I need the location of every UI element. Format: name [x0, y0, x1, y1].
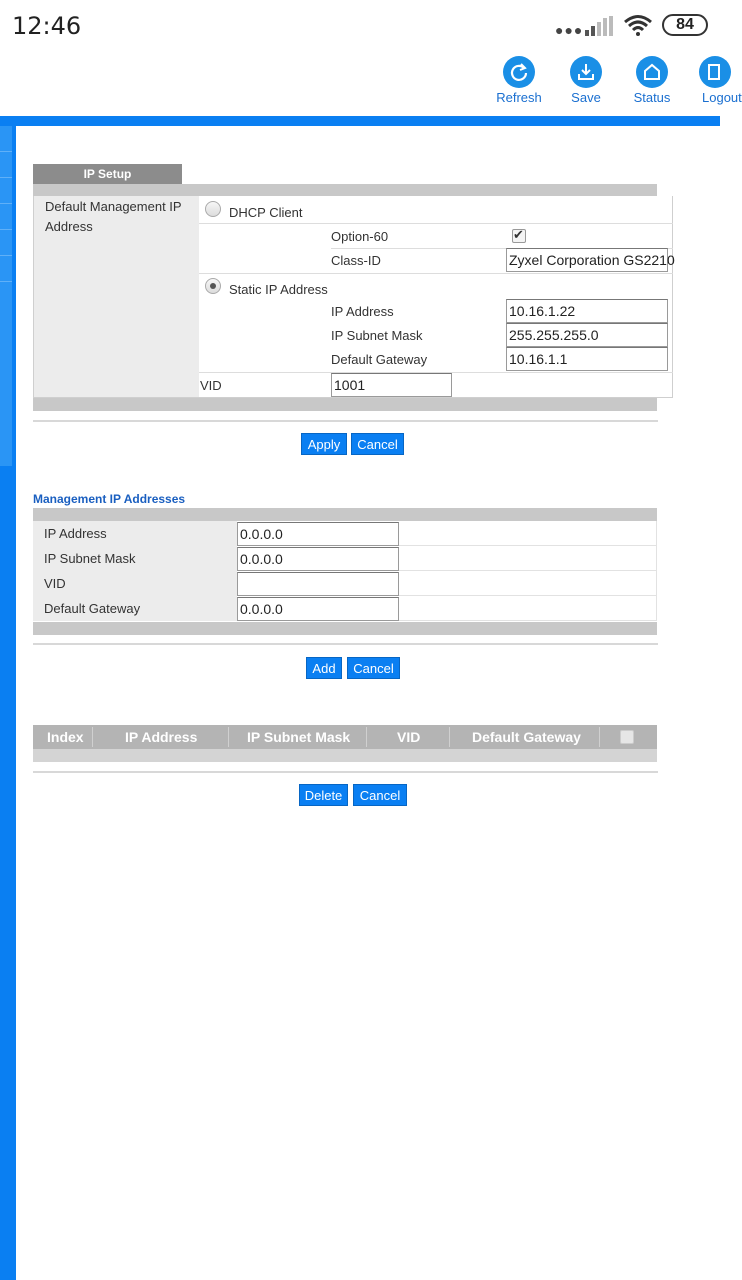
- refresh-button[interactable]: [484, 56, 554, 105]
- col-divider: [599, 727, 600, 747]
- mgmt-row-vid: [33, 571, 657, 596]
- mgmt-row-gateway: [33, 596, 657, 621]
- status-time: 12:46: [12, 12, 82, 40]
- separator: [33, 643, 658, 645]
- col-vid: VID: [397, 729, 421, 745]
- col-divider: [92, 727, 93, 747]
- ip-address-input[interactable]: 10.16.1.22: [506, 299, 668, 323]
- separator: [33, 771, 658, 773]
- more-dots-icon: ●●●: [555, 22, 584, 38]
- mgmt-ip-form: [33, 521, 657, 621]
- refresh-label: Refresh: [496, 90, 542, 105]
- mgmt-vid-label: VID: [33, 571, 237, 596]
- table-footer-strip: [33, 749, 657, 762]
- select-all-checkbox[interactable]: [620, 730, 634, 744]
- home-icon: [636, 56, 668, 88]
- static-ip-radio[interactable]: [205, 278, 221, 294]
- empty-cell: [399, 546, 657, 571]
- option60-checkbox[interactable]: [512, 229, 526, 243]
- empty-cell: [399, 521, 657, 546]
- add-button[interactable]: Add: [306, 657, 342, 679]
- list-cancel-button[interactable]: Cancel: [353, 784, 407, 806]
- battery-indicator: 84: [662, 14, 708, 36]
- delete-button[interactable]: Delete: [299, 784, 348, 806]
- ip-setup-panel: [33, 196, 673, 398]
- signal-icon: [585, 16, 613, 36]
- mgmt-cancel-button[interactable]: Cancel: [347, 657, 400, 679]
- vid-input[interactable]: 1001: [331, 373, 452, 397]
- mgmt-vid-input[interactable]: [237, 572, 399, 596]
- class-id-label: Class-ID: [331, 253, 381, 268]
- col-divider: [366, 727, 367, 747]
- default-mgmt-ip-label: Default Management IP Address: [45, 199, 182, 234]
- wifi-icon: [623, 14, 653, 36]
- refresh-icon: [503, 56, 535, 88]
- col-default-gateway: Default Gateway: [472, 729, 581, 745]
- vid-label: VID: [200, 378, 222, 393]
- download-icon: [570, 56, 602, 88]
- save-button[interactable]: [551, 56, 621, 105]
- col-subnet-mask: IP Subnet Mask: [247, 729, 351, 745]
- ip-address-label: IP Address: [331, 304, 394, 319]
- mgmt-subnet-label: IP Subnet Mask: [33, 546, 237, 571]
- cancel-button[interactable]: Cancel: [351, 433, 404, 455]
- ip-setup-tab: IP Setup: [33, 164, 182, 184]
- status-button[interactable]: [617, 56, 687, 105]
- empty-cell: [399, 571, 657, 596]
- static-ip-label: Static IP Address: [229, 282, 328, 297]
- col-divider: [228, 727, 229, 747]
- subnet-mask-input[interactable]: 255.255.255.0: [506, 323, 668, 347]
- mgmt-ip-input[interactable]: 0.0.0.0: [237, 522, 399, 546]
- dhcp-client-label: DHCP Client: [229, 205, 303, 220]
- col-divider: [449, 727, 450, 747]
- empty-cell: [399, 596, 657, 621]
- default-gateway-input[interactable]: 10.16.1.1: [506, 347, 668, 371]
- mgmt-subnet-input[interactable]: 0.0.0.0: [237, 547, 399, 571]
- apply-button[interactable]: Apply: [301, 433, 347, 455]
- mgmt-footer-strip: [33, 622, 657, 635]
- row-divider: [199, 273, 673, 274]
- default-gateway-label: Default Gateway: [331, 352, 428, 367]
- side-menu-items[interactable]: [0, 126, 12, 466]
- mgmt-gateway-label: Default Gateway: [33, 596, 237, 621]
- mgmt-row-ip: [33, 521, 657, 546]
- mgmt-ip-title: Management IP Addresses: [33, 492, 186, 506]
- status-bar: [0, 0, 720, 52]
- separator: [33, 420, 658, 422]
- mgmt-ip-label: IP Address: [33, 521, 237, 546]
- option60-label: Option-60: [331, 229, 389, 244]
- section-footer-strip: [33, 398, 657, 411]
- class-id-input[interactable]: Zyxel Corporation GS2210: [506, 248, 668, 272]
- save-label: Save: [571, 90, 601, 105]
- logout-label: Logout: [702, 90, 742, 105]
- dhcp-client-radio[interactable]: [205, 201, 221, 217]
- mgmt-gateway-input[interactable]: 0.0.0.0: [237, 597, 399, 621]
- section-header-strip: [33, 184, 657, 196]
- address-table-header: [33, 725, 657, 749]
- mgmt-header-strip: [33, 508, 657, 521]
- col-index: Index: [47, 729, 84, 745]
- subnet-mask-label: IP Subnet Mask: [331, 328, 423, 343]
- col-ip-address: IP Address: [125, 729, 198, 745]
- toolbar: [0, 52, 742, 116]
- row-label-cell: [34, 196, 199, 397]
- status-label: Status: [633, 90, 671, 105]
- logout-button[interactable]: [684, 56, 742, 105]
- row-divider: [199, 223, 673, 224]
- logout-icon: [699, 56, 731, 88]
- mgmt-row-subnet: [33, 546, 657, 571]
- header-divider: [0, 116, 720, 126]
